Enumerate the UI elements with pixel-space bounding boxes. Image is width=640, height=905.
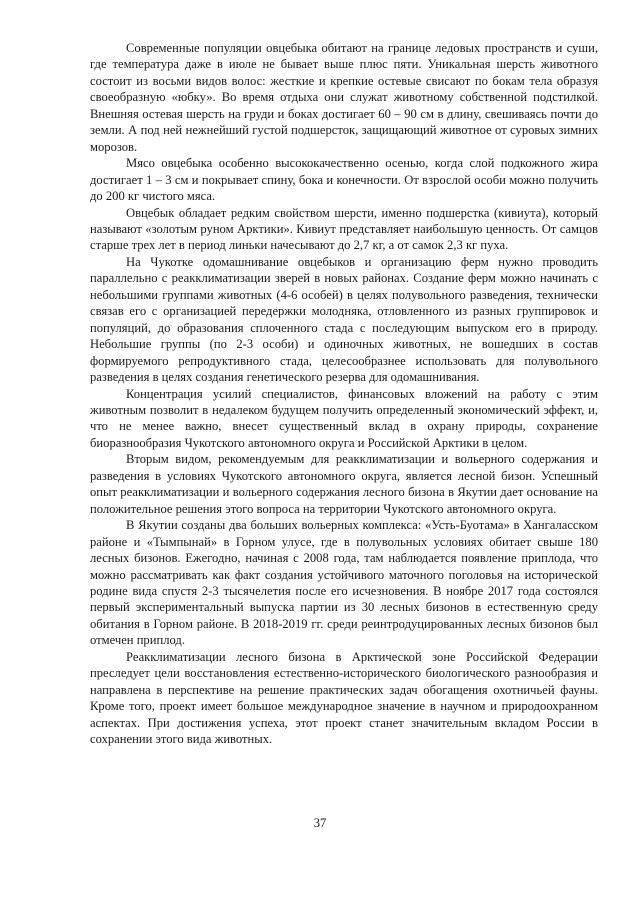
paragraph-chukotka-farms: На Чукотке одомашнивание овцебыков и организацию ферм нужно проводить параллельно с реакклиматизации зверей в новых районах. Создание ферм можно начинать с небольшими группами животных (4-6 особей) в целях полувольного разведения, технически связав его с организацией передержки молодняка, отловленного из разных группировок и популяций, до образования сплоченного стада с последующим выпуском его в природу. Небольшие группы (по 2-3 особи) и одиночных животных, не вошедших в состав формируемого репродуктивного стада, целесообразнее использовать для полувольного разведения в целях создания генетического резерва для одомашнивания. [90, 254, 598, 385]
body-text [90, 40, 598, 747]
paragraph-qiviut: Овцебык обладает редким свойством шерсти, именно подшерстка (кивиута), который называют «золотым руном Арктики». Кивиут представляет наибольшую ценность. От самцов старше трех лет в период линьки начесывают до 2,7 кг, а от самок 2,3 кг пуха. [90, 205, 598, 253]
paragraph-yakutia-complexes: В Якутии созданы два больших вольерных комплекса: «Усть-Буотама» в Хангаласском районе и «Тымпынай» в Горном улусе, где в полувольных условиях обитает свыше 180 лесных бизонов. Ежегодно, начиная с 2008 года, там наблюдается появление приплода, что можно рассматривать как факт создания устойчивого маточного поголовья на исторической родине вида спустя 2-3 тысячелетия после его исчезновения. В ноябре 2017 года состоялся первый экспериментальный выпуска партии из 30 лесных бизонов в естественную среду обитания в Горном районе. В 2018-2019 гг. среди реинтродуцированных лесных бизонов был отмечен приплод. [90, 518, 598, 648]
paragraph-arctic-reacclimatization: Реакклиматизации лесного бизона в Арктической зоне Российской Федерации преследует цели восстановления естественно-исторического биологического разнообразия и направлена в перспективе на решение практических задач обогащения охотничьей фауны. Кроме того, проект имеет большое международное значение в научном и природоохранном аспектах. При достижения успеха, этот проект станет значительным вкладом России в сохранении этого вида животных. [90, 649, 598, 747]
paragraph-muskox-meat: Мясо овцебыка особенно высококачественно осенью, когда слой подкожного жира достигает 1 – 3 см и покрывает спину, бока и конечности. От взрослой особи можно получить до 200 кг чистого мяса. [90, 156, 598, 204]
paragraph-economic-effect: Концентрация усилий специалистов, финансовых вложений на работу с этим животным позволит в недалеком будущем получить определенный экономический эффект, и, что не менее важно, внесет существенный вклад в охрану природы, сохранение биоразнообразия Чукотского автономного округа и Российской Арктики в целом. [90, 386, 598, 450]
page-number: 37 [313, 816, 327, 830]
paragraph-muskox-wool: Современные популяции овцебыка обитают на границе ледовых пространств и суши, где температура даже в июле не бывает выше плюс пяти. Уникальная шерсть животного состоит из восьми видов волос: жесткие и крепкие остевые свисают по бокам тела образуя своеобразную «юбку». Во время отдыха они служат животному собственной подстилкой. Внешняя остевая шерсть на груди и боках достигает 60 – 90 см в длину, свешиваясь почти до земли. А под ней нежнейший густой подшерсток, защищающий животное от суровых зимних морозов. [90, 41, 598, 154]
paragraph-wood-bison: Вторым видом, рекомендуемым для реакклиматизации и вольерного содержания и разведения в условиях Чукотского автономного округа, является лесной бизон. Успешный опыт реакклиматизации и вольерного содержания лесного бизона в Якутии дает основание на положительное решения этого вопроса на территории Чукотского автономного округа. [90, 452, 598, 516]
